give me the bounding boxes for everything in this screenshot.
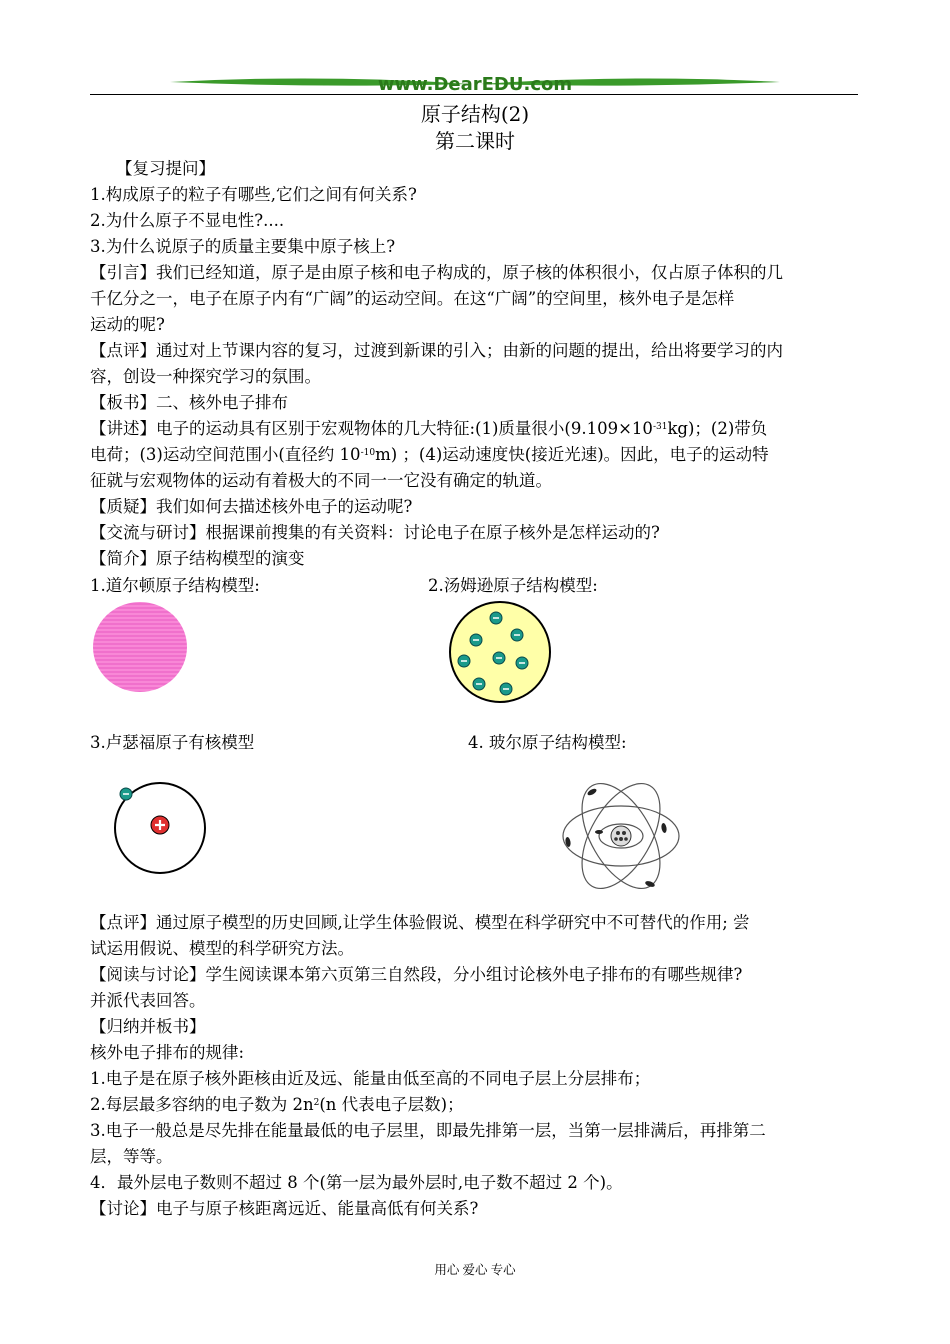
rutherford-model-image bbox=[105, 778, 215, 878]
model-caption-thomson: 2.汤姆逊原子结构模型: bbox=[428, 576, 598, 595]
text-line: 【归纳并板书】 bbox=[90, 1017, 206, 1036]
text-line: 【板书】二、核外电子排布 bbox=[90, 393, 288, 412]
text-line: 2.每层最多容纳的电子数为 $2n^2(n$ 代表电子层数)； bbox=[90, 1095, 464, 1114]
text-line: 【讲述】电子的运动具有区别于宏观物体的几大特征:(1)质量很小$(9.109\times 10^{-31}kg)$；(2)带负 bbox=[90, 419, 768, 438]
bohr-model-image bbox=[556, 772, 686, 897]
text-line: 3.为什么说原子的质量主要集中原子核上? bbox=[90, 237, 396, 256]
text-line: 【交流与研讨】根据课前搜集的有关资料：讨论电子在原子核外是怎样运动的? bbox=[90, 523, 660, 542]
text-line: 电荷；(3)运动空间范围小(直径约 $10^{-10}m$) ；(4)运动速度快(接近光速)。因此，电子的运动特 bbox=[90, 445, 769, 464]
review-heading: 【复习提问】 bbox=[116, 159, 215, 178]
text-line: 1.电子是在原子核外距核由近及远、能量由低至高的不同电子层上分层排布； bbox=[90, 1069, 651, 1088]
model-caption-dalton: 1.道尔顿原子结构模型: bbox=[90, 576, 260, 595]
text-line: 试运用假说、模型的科学研究方法。 bbox=[90, 939, 354, 958]
text-line: 【引言】我们已经知道，原子是由原子核和电子构成的，原子核的体积很小，仅占原子体积的几 bbox=[90, 263, 783, 282]
header-rule bbox=[90, 94, 858, 95]
page-title: 原子结构(2) bbox=[420, 102, 530, 126]
dalton-model-image bbox=[90, 600, 190, 695]
model-caption-bohr: 4. 玻尔原子结构模型: bbox=[468, 733, 627, 752]
text-line: 层，等等。 bbox=[90, 1147, 173, 1166]
text-line: 【阅读与讨论】学生阅读课本第六页第三自然段，分小组讨论核外电子排布的有哪些规律? bbox=[90, 965, 743, 984]
text-line: 核外电子排布的规律: bbox=[90, 1043, 245, 1062]
text-line: 征就与宏观物体的运动有着极大的不同一一它没有确定的轨道。 bbox=[90, 471, 552, 490]
text-line: 并派代表回答。 bbox=[90, 991, 206, 1010]
text-line: 【简介】原子结构模型的演变 bbox=[90, 549, 305, 568]
text-line: 【讨论】电子与原子核距离远近、能量高低有何关系? bbox=[90, 1199, 479, 1218]
text-line: 容，创设一种探究学习的氛围。 bbox=[90, 367, 321, 386]
text-line: 千亿分之一，电子在原子内有“广阔”的运动空间。在这“广阔”的空间里，核外电子是怎样 bbox=[90, 289, 735, 308]
text-line: 【点评】通过原子模型的历史回顾,让学生体验假说、模型在科学研究中不可替代的作用; 尝 bbox=[90, 913, 750, 932]
text-line: 2.为什么原子不显电性?.... bbox=[90, 211, 285, 230]
thomson-model-image bbox=[448, 600, 553, 705]
text-line: 3.电子一般总是尽先排在能量最低的电子层里，即最先排第一层，当第一层排满后，再排第二 bbox=[90, 1121, 766, 1140]
page-subtitle: 第二课时 bbox=[435, 129, 515, 153]
text-line: 4．最外层电子数则不超过 8 个(第一层为最外层时,电子数不超过 2 个)。 bbox=[90, 1173, 623, 1192]
page-footer: 用心 爱心 专心 bbox=[434, 1263, 516, 1277]
text-line: 【质疑】我们如何去描述核外电子的运动呢? bbox=[90, 497, 413, 516]
text-line: 运动的呢? bbox=[90, 315, 165, 334]
text-line: 1.构成原子的粒子有哪些,它们之间有何关系? bbox=[90, 185, 417, 204]
logo-text: www.DearEDU.com bbox=[377, 74, 573, 95]
text-line: 【点评】通过对上节课内容的复习，过渡到新课的引入；由新的问题的提出，给出将要学习的内 bbox=[90, 341, 783, 360]
model-caption-rutherford: 3.卢瑟福原子有核模型 bbox=[90, 733, 255, 752]
